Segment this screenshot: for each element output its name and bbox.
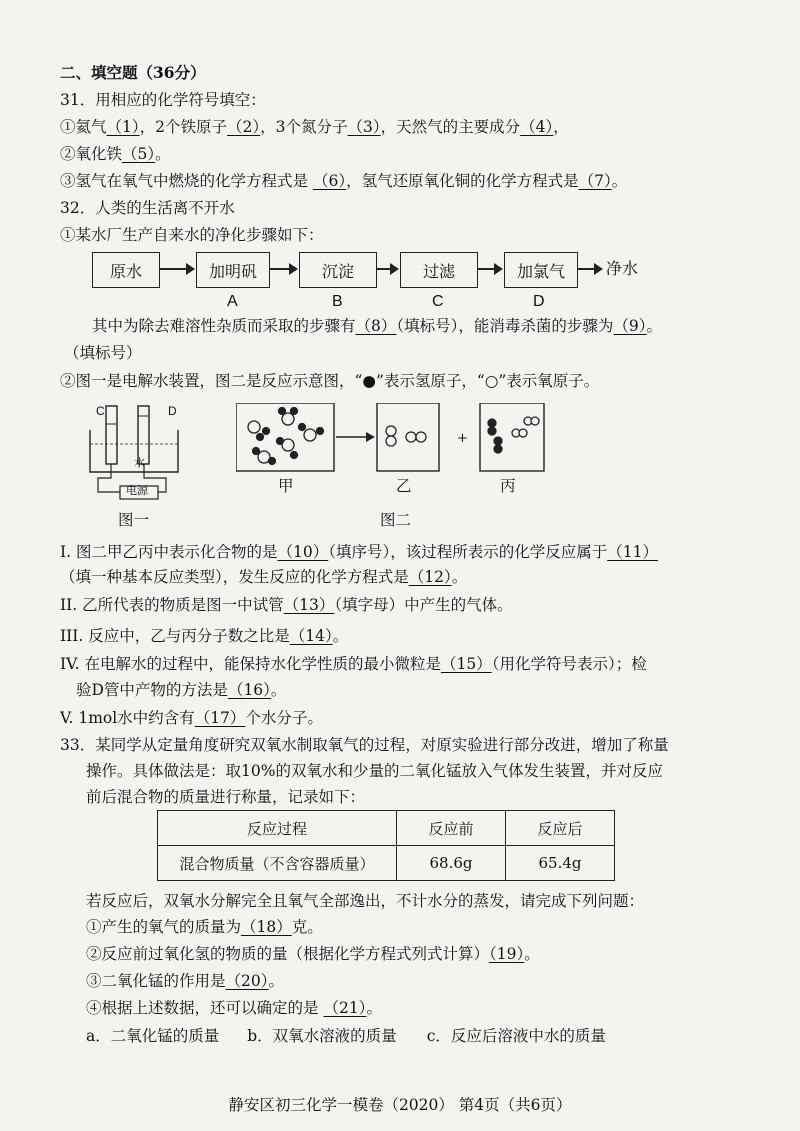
text: ②氧化铁 bbox=[60, 145, 123, 163]
plus-sign: + bbox=[457, 431, 468, 446]
q32-stem: 32．人类的生活离不开水 bbox=[60, 199, 235, 217]
q31-stem: 31．用相应的化学符号填空： bbox=[60, 91, 266, 109]
text: ，氢气还原氧化铜的化学方程式是 bbox=[346, 172, 579, 190]
table-cell: 65.4g bbox=[506, 846, 615, 881]
q33-line3: 前后混合物的质量进行称量，记录如下： bbox=[86, 788, 366, 806]
flow-label-a: A bbox=[227, 293, 238, 310]
text: ①氦气 bbox=[60, 118, 107, 136]
label-jia: 甲 bbox=[278, 477, 294, 495]
q32-sub1: ①某水厂生产自来水的净化步骤如下： bbox=[60, 226, 324, 244]
blank-19: （19） bbox=[489, 945, 525, 963]
option-b: b．双氧水溶液的质量 bbox=[247, 1027, 397, 1045]
text: 。 bbox=[366, 999, 382, 1017]
text: 。 bbox=[646, 317, 663, 335]
text: ，2个铁原子 bbox=[139, 118, 228, 136]
q33-options bbox=[86, 1025, 606, 1047]
label-bing: 丙 bbox=[500, 477, 516, 495]
q33-line2: 操作。具体做法是：取10%的双氧水和少量的二氧化锰放入气体发生装置，并对反应 bbox=[86, 762, 663, 780]
text: IV. 在电解水的过程中，能保持水化学性质的最小微粒是 bbox=[60, 655, 441, 673]
label-yi: 乙 bbox=[396, 477, 412, 495]
text: ，3个氮分子 bbox=[260, 118, 348, 136]
q32-iii bbox=[60, 625, 348, 647]
blank-16: （16） bbox=[227, 681, 271, 699]
table-header-cell: 反应过程 bbox=[158, 811, 397, 846]
text: 。 bbox=[268, 972, 285, 990]
blank-3: （3） bbox=[347, 118, 381, 136]
blank-7: （7） bbox=[578, 172, 612, 190]
text: 其中为除去难溶性杂质而采取的步骤有 bbox=[92, 317, 356, 335]
text: ， bbox=[553, 118, 569, 136]
text: ，天然气的主要成分 bbox=[380, 118, 521, 136]
blank-18: （18） bbox=[241, 918, 292, 936]
text: II. 乙所代表的物质是图一中试管 bbox=[60, 596, 284, 614]
table-header-cell: 反应前 bbox=[397, 811, 506, 846]
blank-14: （14） bbox=[289, 627, 333, 645]
q32-iv-line2 bbox=[76, 679, 286, 701]
table-row bbox=[158, 846, 615, 881]
q32-i-line1 bbox=[60, 541, 658, 563]
page-footer: 静安区初三化学一模卷（2020） 第4页（共6页） bbox=[228, 1096, 572, 1114]
q31-line2 bbox=[60, 143, 171, 165]
q32-iv-line1 bbox=[60, 653, 647, 675]
flow-node-alum: 加明矾 bbox=[196, 252, 270, 288]
flow-arrow bbox=[269, 268, 296, 270]
section-title: 二、填空题（36分） bbox=[60, 63, 206, 82]
flow-arrow bbox=[376, 268, 397, 270]
reaction-diagram-figure bbox=[236, 403, 556, 473]
blank-20: （20） bbox=[225, 972, 269, 990]
figure-2-caption: 图二 bbox=[380, 511, 412, 529]
flow-node-filter: 过滤 bbox=[400, 252, 478, 288]
flow-node-raw-water: 原水 bbox=[92, 252, 160, 288]
text: 。 bbox=[270, 681, 287, 699]
blank-6: （6） bbox=[312, 172, 347, 190]
text: （填序号），该过程所表示的化学反应属于 bbox=[328, 543, 608, 561]
text: 。 bbox=[524, 945, 540, 963]
q31-line3 bbox=[60, 170, 627, 192]
text: 。 bbox=[332, 627, 349, 645]
q33-line4: 若反应后，双氧水分解完全且氧气全部逸出，不计水分的蒸发，请完成下列问题： bbox=[86, 892, 645, 910]
flow-node-chlorine: 加氯气 bbox=[504, 252, 578, 288]
q33-line5 bbox=[86, 916, 323, 938]
q32-ii bbox=[60, 594, 513, 616]
text: （填字母）中产生的气体。 bbox=[334, 596, 513, 614]
q33-line7 bbox=[86, 970, 284, 992]
flow-node-settle: 沉淀 bbox=[299, 252, 377, 288]
flow-label-b: B bbox=[332, 293, 343, 310]
blank-17: （17） bbox=[194, 709, 246, 727]
figure-1-caption: 图一 bbox=[118, 511, 150, 529]
blank-8: （8） bbox=[355, 317, 397, 335]
blank-21: （21） bbox=[323, 999, 367, 1017]
table-row bbox=[158, 811, 615, 846]
blank-11: （11） bbox=[607, 543, 658, 561]
text: V. 1mol水中约含有 bbox=[60, 709, 195, 727]
text: 克。 bbox=[291, 918, 323, 936]
blank-13: （13） bbox=[283, 596, 335, 614]
text: （用化学符号表示）；检 bbox=[491, 655, 647, 673]
q32-line8 bbox=[92, 315, 662, 337]
text: ①产生的氧气的质量为 bbox=[86, 918, 242, 936]
blank-10: （10） bbox=[277, 543, 329, 561]
text: 验D管中产物的方法是 bbox=[76, 681, 228, 699]
option-a: a．二氧化锰的质量 bbox=[86, 1027, 220, 1045]
tube-label-c: C bbox=[96, 404, 105, 418]
text: （填一种基本反应类型），发生反应的化学方程式是 bbox=[60, 568, 409, 586]
q33-line1: 33．某同学从定量角度研究双氧水制取氧气的过程，对原实验进行部分改进，增加了称量 bbox=[60, 736, 669, 754]
power-supply-label: 电源 bbox=[126, 484, 148, 497]
q32-v bbox=[60, 707, 323, 729]
q31-line1 bbox=[60, 116, 569, 138]
q33-line8 bbox=[86, 997, 382, 1019]
flow-arrow bbox=[577, 268, 601, 270]
flow-node-clean-water: 净水 bbox=[606, 259, 639, 278]
blank-1: （1） bbox=[106, 118, 140, 136]
table-cell: 混合物质量（不含容器质量） bbox=[158, 846, 397, 881]
text: 。 bbox=[451, 568, 468, 586]
water-label: 水 bbox=[134, 456, 145, 469]
blank-12: （12） bbox=[408, 568, 452, 586]
blank-4: （4） bbox=[520, 118, 554, 136]
text: ③二氧化锰的作用是 bbox=[86, 972, 226, 990]
tube-label-d: D bbox=[168, 404, 177, 418]
q32-i-line2 bbox=[60, 566, 467, 588]
flow-label-d: D bbox=[533, 293, 545, 310]
flow-arrow bbox=[477, 268, 501, 270]
text: ②反应前过氧化氢的物质的量（根据化学方程式列式计算） bbox=[86, 945, 490, 963]
option-c: c．反应后溶液中水的质量 bbox=[426, 1027, 606, 1045]
mass-record-table bbox=[157, 810, 615, 881]
blank-5: （5） bbox=[122, 145, 156, 163]
text: I. 图二甲乙丙中表示化合物的是 bbox=[60, 543, 278, 561]
table-header-cell: 反应后 bbox=[506, 811, 615, 846]
table-cell: 68.6g bbox=[397, 846, 506, 881]
text: 。 bbox=[155, 145, 171, 163]
text: ③氢气在氧气中燃烧的化学方程式是 bbox=[60, 172, 309, 190]
q32-sub2: ②图一是电解水装置，图二是反应示意图，“●”表示氢原子，“○”表示氧原子。 bbox=[60, 372, 600, 390]
blank-2: （2） bbox=[227, 118, 261, 136]
q33-line6 bbox=[86, 943, 540, 965]
text: III. 反应中，乙与丙分子数之比是 bbox=[60, 627, 290, 645]
blank-9: （9） bbox=[613, 317, 647, 335]
blank-15: （15） bbox=[440, 655, 492, 673]
text: （填标号），能消毒杀菌的步骤为 bbox=[396, 317, 614, 335]
flow-label-c: C bbox=[432, 293, 444, 310]
text: ④根据上述数据，还可以确定的是 bbox=[86, 999, 319, 1017]
flow-arrow bbox=[159, 268, 193, 270]
text: 。 bbox=[611, 172, 628, 190]
text: 个水分子。 bbox=[245, 709, 323, 727]
q32-line8-cont: （填标号） bbox=[64, 344, 142, 362]
